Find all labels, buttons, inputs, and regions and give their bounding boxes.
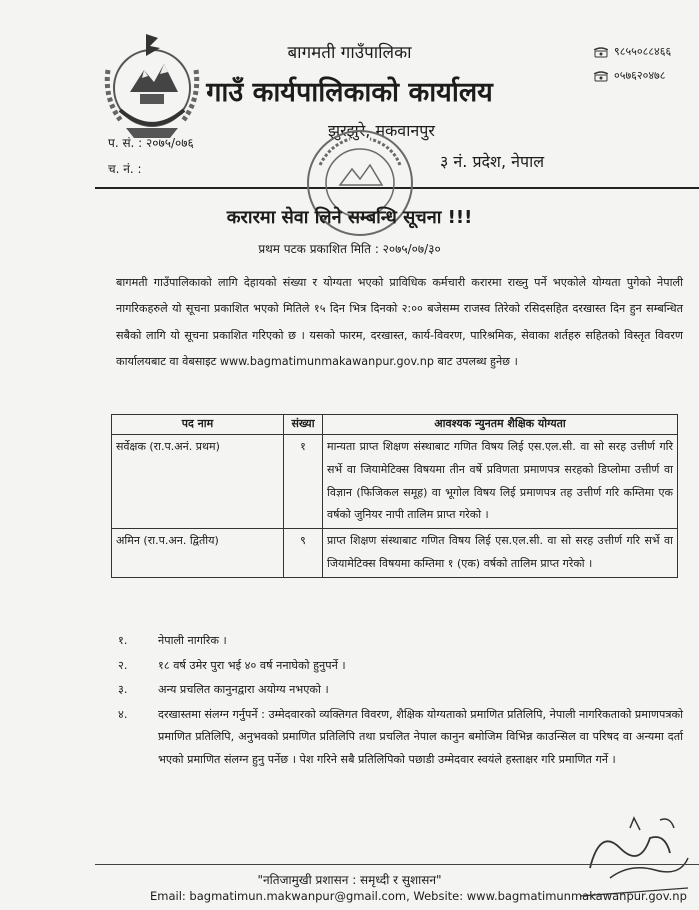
condition-number: १. (118, 634, 128, 647)
table-row (112, 529, 678, 578)
list-item (118, 655, 683, 678)
telephone-icon (594, 47, 608, 58)
condition-number: ४. (118, 707, 128, 721)
column-header-qualification: आवश्यक न्युनतम शैक्षिक योग्यता (323, 415, 678, 435)
post-name: अमिन (रा.प.अन. द्वितीय) (112, 529, 284, 578)
post-count: ९ (284, 529, 323, 578)
condition-text: अन्य प्रचलित कानुनद्वारा अयोग्य नभएको । (158, 683, 329, 696)
reference-number: प. सं. : २०७५/०७६ (108, 136, 194, 150)
post-name: सर्वेक्षक (रा.प.अनं. प्रथम) (112, 435, 284, 529)
office-province: ३ नं. प्रदेश, नेपाल (440, 152, 545, 171)
dispatch-number: च. नं. : (108, 162, 142, 176)
phone-number[interactable]: ०५७६२०४७८ (614, 69, 666, 82)
condition-text: नेपाली नागरिक । (158, 634, 227, 647)
phone-list (594, 40, 671, 88)
phone-row (594, 64, 671, 88)
condition-text: दरखास्तमा संलग्न गर्नुपर्ने : उम्मेदवारको व्यक्तिगत विवरण, शैक्षिक योग्यताको प्रमाणित प्रतिलिपि, नेपाली नागरिकताको प्रमाणपत्रको प्रमाणित प्रतिलिपि, अनुभवको प्रमाणित प्रतिलिपि तथा प्रचलित नेपाल कानुन बमोजिम विभिन्न काउन्सिल वा परिषद वा अन्यमा दर्ता भएको प्रमाणित संलग्न हुनु पर्नेछ । पेश गरिने सबै प्रतिलिपिको पछाडी उम्मेदवार स्वयंले हस्ताक्षर गरि प्रमाणित गर्ने । (158, 707, 683, 766)
column-header-count: संख्या (284, 415, 323, 435)
condition-number: ३. (118, 683, 128, 696)
conditions-list (118, 630, 683, 773)
column-header-post: पद नाम (112, 415, 284, 435)
footer-contact[interactable]: Email: bagmatimun.makwanpur@gmail.com, Website: www.bagmatimunmakawanpur.gov.np (150, 889, 687, 903)
list-item (118, 704, 683, 772)
post-qualification: मान्यता प्राप्त शिक्षण संस्थाबाट गणित विषय लिई एस.एल.सी. वा सो सरह उत्तीर्ण गरि सर्भे वा जियामेटिक्स विषयमा तीन वर्षे प्रविणता प्रमाणपत्र सरहको डिप्लोमा उत्तीर्ण वा विज्ञान (फिजिकल समूह) वा भूगोल विषय लिई प्रमाणपत्र तह उत्तीर्ण गरि कम्तिमा एक वर्षको जुनियर नापी तालिम प्राप्त गरेको । (323, 435, 678, 529)
table-row (112, 435, 678, 529)
table-header-row (112, 415, 678, 435)
footer-slogan: "नतिजामुखी प्रशासन : समृध्दी र सुशासन" (257, 873, 442, 887)
notice-title: करारमा सेवा लिने सम्बन्धि सूचना !!! (226, 207, 473, 228)
footer-divider (95, 864, 699, 865)
publication-date: प्रथम पटक प्रकाशित मिति : २०७५/०७/३० (258, 242, 441, 256)
phone-number[interactable]: ९८५५०८८४६६ (614, 45, 672, 58)
post-count: १ (284, 435, 323, 529)
condition-number: २. (118, 658, 128, 672)
office-location: झुरझुरे, मकवानपुर (328, 121, 435, 140)
telephone-icon (594, 71, 608, 82)
phone-row (594, 40, 671, 64)
municipality-name: बागमती गाउँपालिका (287, 43, 412, 63)
office-name: गाउँ कार्यपालिकाको कार्यालय (206, 77, 493, 108)
post-qualification: प्राप्त शिक्षण संस्थाबाट गणित विषय लिई एस.एल.सी. वा सो सरह उत्तीर्ण गरि सर्भे वा जियामेटिक्स विषयमा कम्तिमा १ (एक) वर्षको तालिम प्राप्त गरेको । (323, 529, 678, 578)
condition-text: १८ वर्ष उमेर पुरा भई ४० वर्ष ननाघेको हुनुपर्ने । (158, 658, 346, 672)
requirements-table (111, 414, 678, 578)
notice-body: बागमती गाउँपालिकाको लागि देहायको संख्या र योग्यता भएको प्राविधिक कर्मचारी करारमा राख्नु पर्ने भएकोले योग्यता पुगेको नेपाली नागरिकहरुले यो सूचना प्रकाशित भएको मितिले १५ दिन भित्र दिनको २:०० बजेसम्म राजस्व तिरेको रसिदसहित दरखास्त दिन हुन सम्बन्धित सबैको लागि यो सूचना प्रकाशित गरिएको छ । यसको फारम, दरखास्त, कार्य-विवरण, पारिश्रमिक, सेवाका शर्तहरु सहितको विस्तृत विवरण कार्यालयबाट वा वेबसाइट www.bagmatimunmakawanpur.gov.np बाट उपलब्ध हुनेछ । (116, 276, 683, 368)
list-item (118, 630, 683, 653)
list-item (118, 679, 683, 702)
